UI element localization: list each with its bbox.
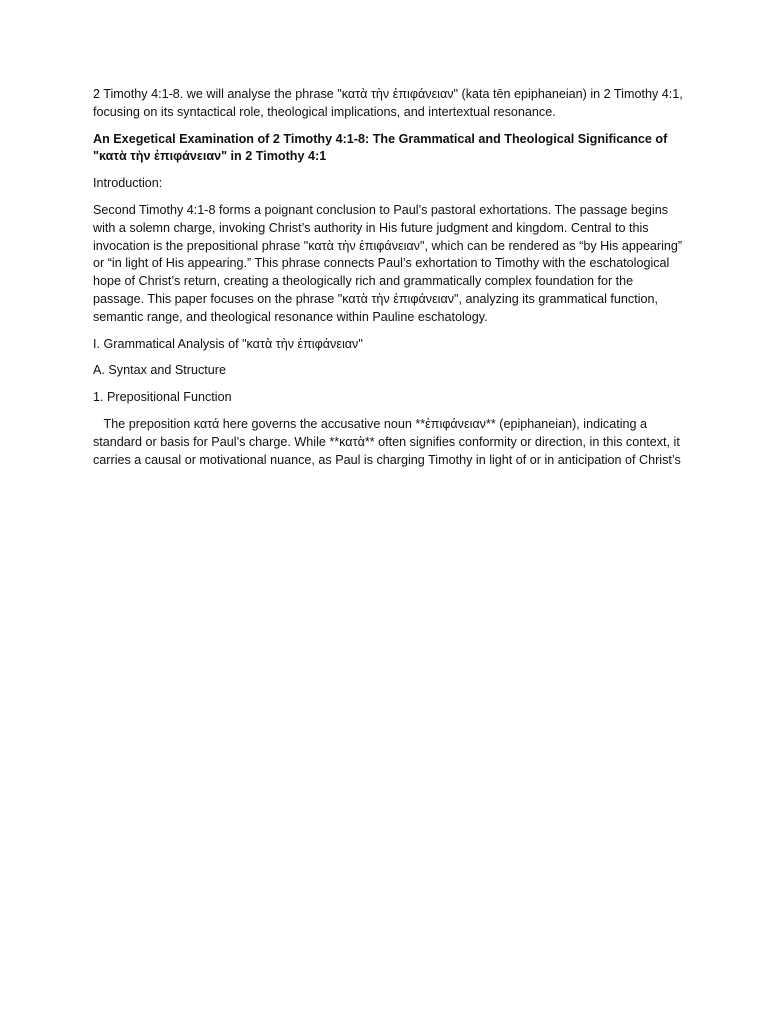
document-page [93, 86, 687, 478]
introduction-paragraph: Second Timothy 4:1-8 forms a poignant conclusion to Paul’s pastoral exhortations. The passage begins with a solemn charge, invoking Christ’s authority in His future judgment and kingdom. Central to this invocation is the prepositional phrase "κατὰ τὴν ἐπιφάνειαν", which can be rendered as “by His appearing” or “in light of His appearing.” This phrase connects Paul’s exhortation to Timothy with the eschatological hope of Christ’s return, creating a theologically rich and grammatically complex foundation for the passage. This paper focuses on the phrase "κατὰ τὴν ἐπιφάνειαν", analyzing its grammatical function, semantic range, and theological resonance within Pauline eschatology. [93, 202, 686, 324]
section-1a1-heading: 1. Prepositional Function [93, 390, 232, 405]
document-title: An Exegetical Examination of 2 Timothy 4:1-8: The Grammatical and Theological Significance of "κατὰ τὴν ἐπιφάνειαν" in 2 Timothy 4:1 [93, 131, 671, 164]
section-1-heading: I. Grammatical Analysis of "κατὰ τὴν ἐπιφάνειαν" [93, 336, 363, 351]
intro-line: 2 Timothy 4:1-8. we will analyse the phrase "κατὰ τὴν ἐπιφάνειαν" (kata tēn epiphaneian) in 2 Timothy 4:1, focusing on its syntactical role, theological implications, and intertextual resonance. [93, 87, 687, 119]
section-1a1-paragraph: The preposition κατά here governs the accusative noun **ἐπιφάνειαν** (epiphaneian), indicating a standard or basis for Paul’s charge. While **κατὰ** often signifies conformity or direction, in this context, it carries a causal or motivational nuance, as Paul is charging Timothy in light of or in anticipation of Christ’s [93, 416, 684, 467]
section-1a-heading: A. Syntax and Structure [93, 363, 227, 378]
introduction-heading: Introduction: [93, 176, 163, 191]
